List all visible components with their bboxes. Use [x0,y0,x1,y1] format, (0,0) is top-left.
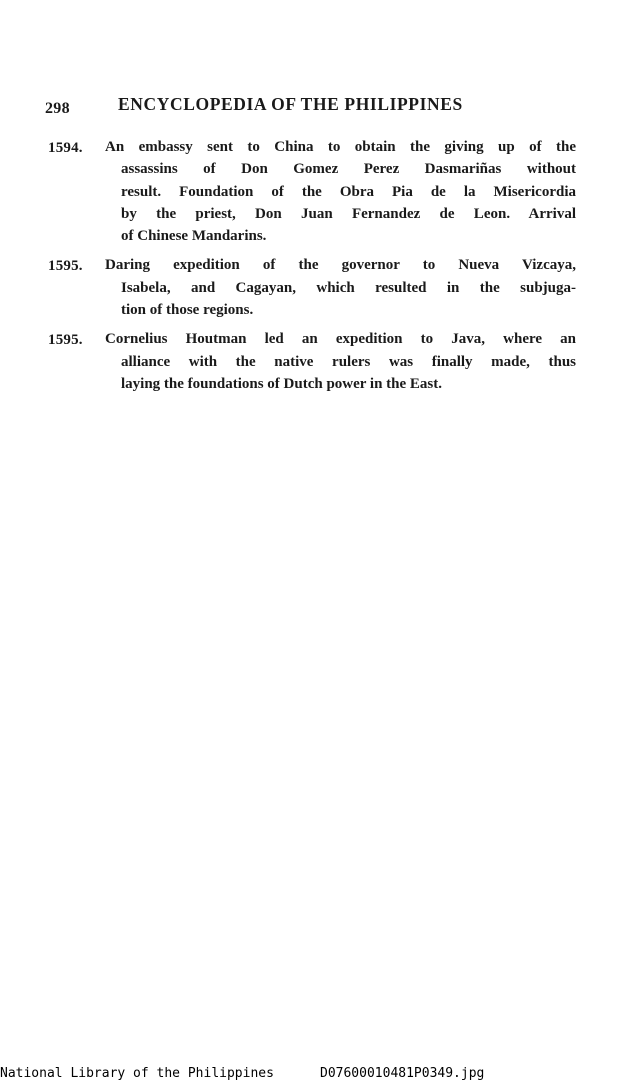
running-title: ENCYCLOPEDIA OF THE PHILIPPINES [118,94,463,114]
entry-line: of Chinese Mandarins. [121,228,267,245]
image-filename: D07600010481P0349.jpg [320,1066,485,1081]
entry-line: alliance with the native rulers was finally made, thus [121,353,576,370]
entry-line: Isabela, and Cagayan, which resulted in the subjuga- [121,279,576,296]
page-number: 298 [45,100,70,117]
entry-year: 1594. [48,140,83,156]
chronology-entry [48,136,576,247]
chronology-entry [48,328,576,395]
entry-line: assassins of Don Gomez Perez Dasmariñas without [121,161,576,178]
scan-footer [0,1064,627,1081]
entry-year: 1595. [48,332,83,349]
entry-year: 1595. [48,258,83,275]
entry-line: laying the foundations of Dutch power in the East. [121,375,443,392]
entry-line: Cornelius Houtman led an expedition to Java, where an [105,331,576,348]
entry-line: An embassy sent to China to obtain the giving up of the [105,139,576,155]
entry-line: Daring expedition of the governor to Nueva Vizcaya, [105,257,576,274]
entry-line: by the priest, Don Juan Fernandez de Leon. Arrival [121,205,576,222]
page-header [45,94,565,118]
chronology-entry [48,254,576,321]
entry-line: tion of those regions. [121,302,254,319]
library-credit: National Library of the Philippines [0,1066,274,1081]
chronology-entries [48,136,576,402]
entry-line: result. Foundation of the Obra Pia de la Misericordia [121,183,576,200]
